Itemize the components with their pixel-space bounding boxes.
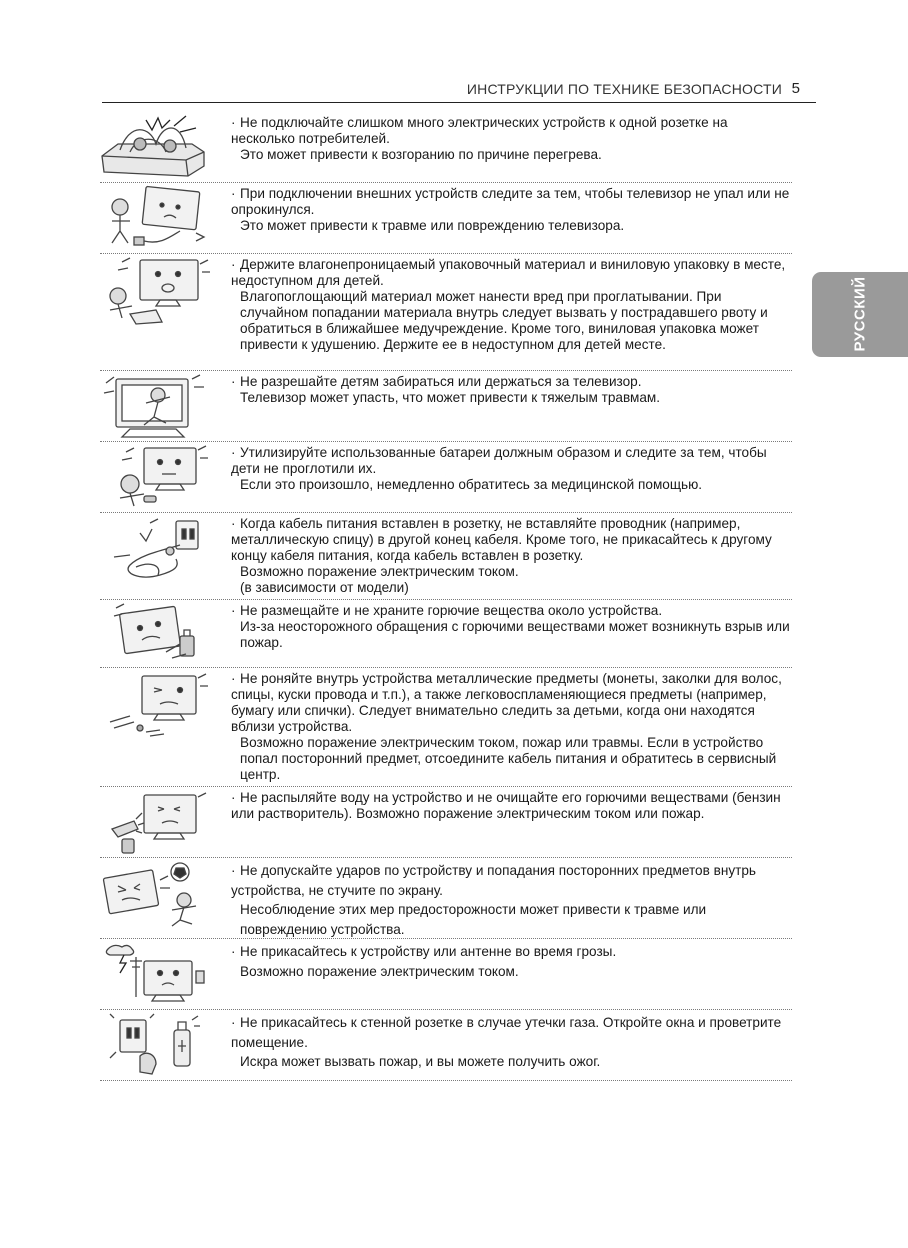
- flammable-substances-icon: [100, 602, 212, 664]
- bullet: ·: [231, 115, 236, 130]
- metal-objects-inside-icon: [100, 670, 212, 740]
- gas-leak-outlet-icon: [100, 1012, 212, 1078]
- consequence-text: Возможно поражение электрическим током.: [240, 564, 519, 579]
- safety-item: · Когда кабель питания вставлен в розетку, не вставляйте проводник (например, металлическую спицу) в другой конец кабеля. Кроме того, не прикасайтесь к другому концу кабеля питания, когда кабель вставлен в розетку. Возможно поражение электрическим током. (в зависимости от модели): [100, 513, 792, 600]
- safety-item: · Держите влагонепроницаемый упаковочный материал и виниловую упаковку в месте, недоступном для детей. Влагопоглощающий материал может нанести вред при проглатывании. При случайном попадании материала внутрь следует вызвать у пострадавшего рвоту и обратиться в ближайшее медучреждение. Кроме того, виниловая упаковка может привести к удушению. Держите ее в недоступном для детей месте.: [100, 254, 792, 371]
- water-spray-icon: [100, 789, 212, 855]
- instruction-text: Когда кабель питания вставлен в розетку, не вставляйте проводник (например, металлическую спицу) в другой конец кабеля. Кроме того, не прикасайтесь к другому концу кабеля питания, когда кабель вставлен в розетку.: [231, 516, 772, 563]
- consequence-text: Возможно поражение электрическим током, пожар или травмы. Если в устройство попал посторонний предмет, отсоедините кабель питания и обратитесь в сервисный центр.: [240, 735, 777, 782]
- instruction-text: Не прикасайтесь к стенной розетке в случае утечки газа. Откройте окна и проветрите помещение.: [231, 1015, 782, 1050]
- safety-item: · Утилизируйте использованные батареи должным образом и следите за тем, чтобы дети не проглотили их. Если это произошло, немедленно обратитесь за медицинской помощью.: [100, 442, 792, 513]
- instruction-text: Держите влагонепроницаемый упаковочный материал и виниловую упаковку в месте, недоступном для детей.: [231, 257, 786, 288]
- page-header: [102, 80, 816, 103]
- consequence-text: Влагопоглощающий материал может нанести вред при проглатывании. При случайном попадании материала внутрь следует вызвать у пострадавшего рвоту и обратиться в ближайшее медучреждение. Кроме того, виниловая упаковка может привести к удушению. Держите ее в недоступном для детей месте.: [240, 289, 768, 352]
- ball-impact-icon: [100, 860, 212, 930]
- safety-item: · Не допускайте ударов по устройству и попадания посторонних предметов внутрь устройства, не стучите по экрану. Несоблюдение этих мер предосторожности может привести к травме или повреждению устройства.: [100, 858, 792, 939]
- child-swallowing-battery-icon: [100, 444, 212, 510]
- safety-item: · Не разрешайте детям забираться или держаться за телевизор. Телевизор может упасть, что может привести к тяжелым травмам.: [100, 371, 792, 442]
- instruction-text: Не размещайте и не храните горючие вещества около устройства.: [240, 603, 663, 618]
- instruction-text: Утилизируйте использованные батареи должным образом и следите за тем, чтобы дети не проглотили их.: [231, 445, 767, 476]
- page-number: 5: [791, 80, 800, 97]
- safety-item: · Не прикасайтесь к устройству или антенне во время грозы. Возможно поражение электрическим током.: [100, 939, 792, 1010]
- falling-tv-icon: [100, 185, 212, 251]
- consequence-text: Искра может вызвать пожар, и вы можете получить ожог.: [240, 1054, 601, 1069]
- instruction-text: Не роняйте внутрь устройства металлические предметы (монеты, заколки для волос, спицы, куски провода и т.п.), а также легковоспламеняющиеся предметы (например, бумагу или спички). Следует внимательно следить за детьми, когда они находятся вблизи устройства.: [231, 671, 782, 734]
- consequence-text: Это может привести к травме или повреждению телевизора.: [240, 218, 625, 233]
- consequence-text: Возможно поражение электрическим током.: [240, 963, 519, 979]
- safety-item: · Не прикасайтесь к стенной розетке в случае утечки газа. Откройте окна и проветрите помещение. Искра может вызвать пожар, и вы можете получить ожог.: [100, 1010, 792, 1081]
- safety-item: · При подключении внешних устройств следите за тем, чтобы телевизор не упал или не опрокинулся. Это может привести к травме или повреждению телевизора.: [100, 183, 792, 254]
- power-cable-conductor-icon: [100, 515, 212, 585]
- safety-item: · Не роняйте внутрь устройства металлические предметы (монеты, заколки для волос, спицы, куски провода и т.п.), а также легковоспламеняющиеся предметы (например, бумагу или спички). Следует внимательно следить за детьми, когда они находятся вблизи устройства. Возможно поражение электрическим током, пожар или травмы. Если в устройство попал посторонний предмет, отсоедините кабель питания и обратитесь в сервисный центр.: [100, 668, 792, 787]
- overloaded-power-strip-icon: [100, 114, 212, 180]
- safety-instructions-list: [100, 112, 792, 1081]
- header-title: ИНСТРУКЦИИ ПО ТЕХНИКЕ БЕЗОПАСНОСТИ: [466, 81, 782, 97]
- consequence-text: Если это произошло, немедленно обратитесь за медицинской помощью.: [240, 477, 703, 492]
- instruction-text: · Не подключайте слишком много электрических устройств к одной розетке на несколько потребителей.: [231, 115, 728, 146]
- instruction-text: Не разрешайте детям забираться или держаться за телевизор.: [240, 374, 642, 389]
- instruction-text: Не распыляйте воду на устройство и не очищайте его горючими веществами (бензин или растворитель). Возможно поражение электрическим током или пожар.: [231, 790, 781, 821]
- consequence-text: Телевизор может упасть, что может привести к тяжелым травмам.: [240, 390, 661, 405]
- consequence-text: Из-за неосторожного обращения с горючими веществами может возникнуть взрыв или пожар.: [240, 619, 790, 650]
- instruction-text: Не прикасайтесь к устройству или антенне во время грозы.: [240, 944, 617, 959]
- safety-item: [100, 112, 792, 183]
- safety-item: · Не распыляйте воду на устройство и не очищайте его горючими веществами (бензин или растворитель). Возможно поражение электрическим током или пожар.: [100, 787, 792, 858]
- thunderstorm-icon: [100, 941, 212, 1007]
- instruction-text: При подключении внешних устройств следите за тем, чтобы телевизор не упал или не опрокинулся.: [231, 186, 790, 217]
- child-with-packaging-icon: [100, 256, 212, 326]
- language-label: РУССКИЙ: [851, 276, 869, 352]
- instruction-text: Не допускайте ударов по устройству и попадания посторонних предметов внутрь устройства, не стучите по экрану.: [231, 863, 757, 898]
- safety-item: · Не размещайте и не храните горючие вещества около устройства. Из-за неосторожного обращения с горючими веществами может возникнуть взрыв или пожар.: [100, 600, 792, 668]
- consequence-text: Это может привести к возгоранию по причине перегрева.: [240, 147, 602, 162]
- model-note: (в зависимости от модели): [240, 580, 409, 595]
- consequence-text: Несоблюдение этих мер предосторожности может привести к травме или повреждению устройства.: [240, 902, 707, 937]
- language-side-tab: [812, 272, 908, 357]
- child-climbing-tv-icon: [100, 373, 212, 439]
